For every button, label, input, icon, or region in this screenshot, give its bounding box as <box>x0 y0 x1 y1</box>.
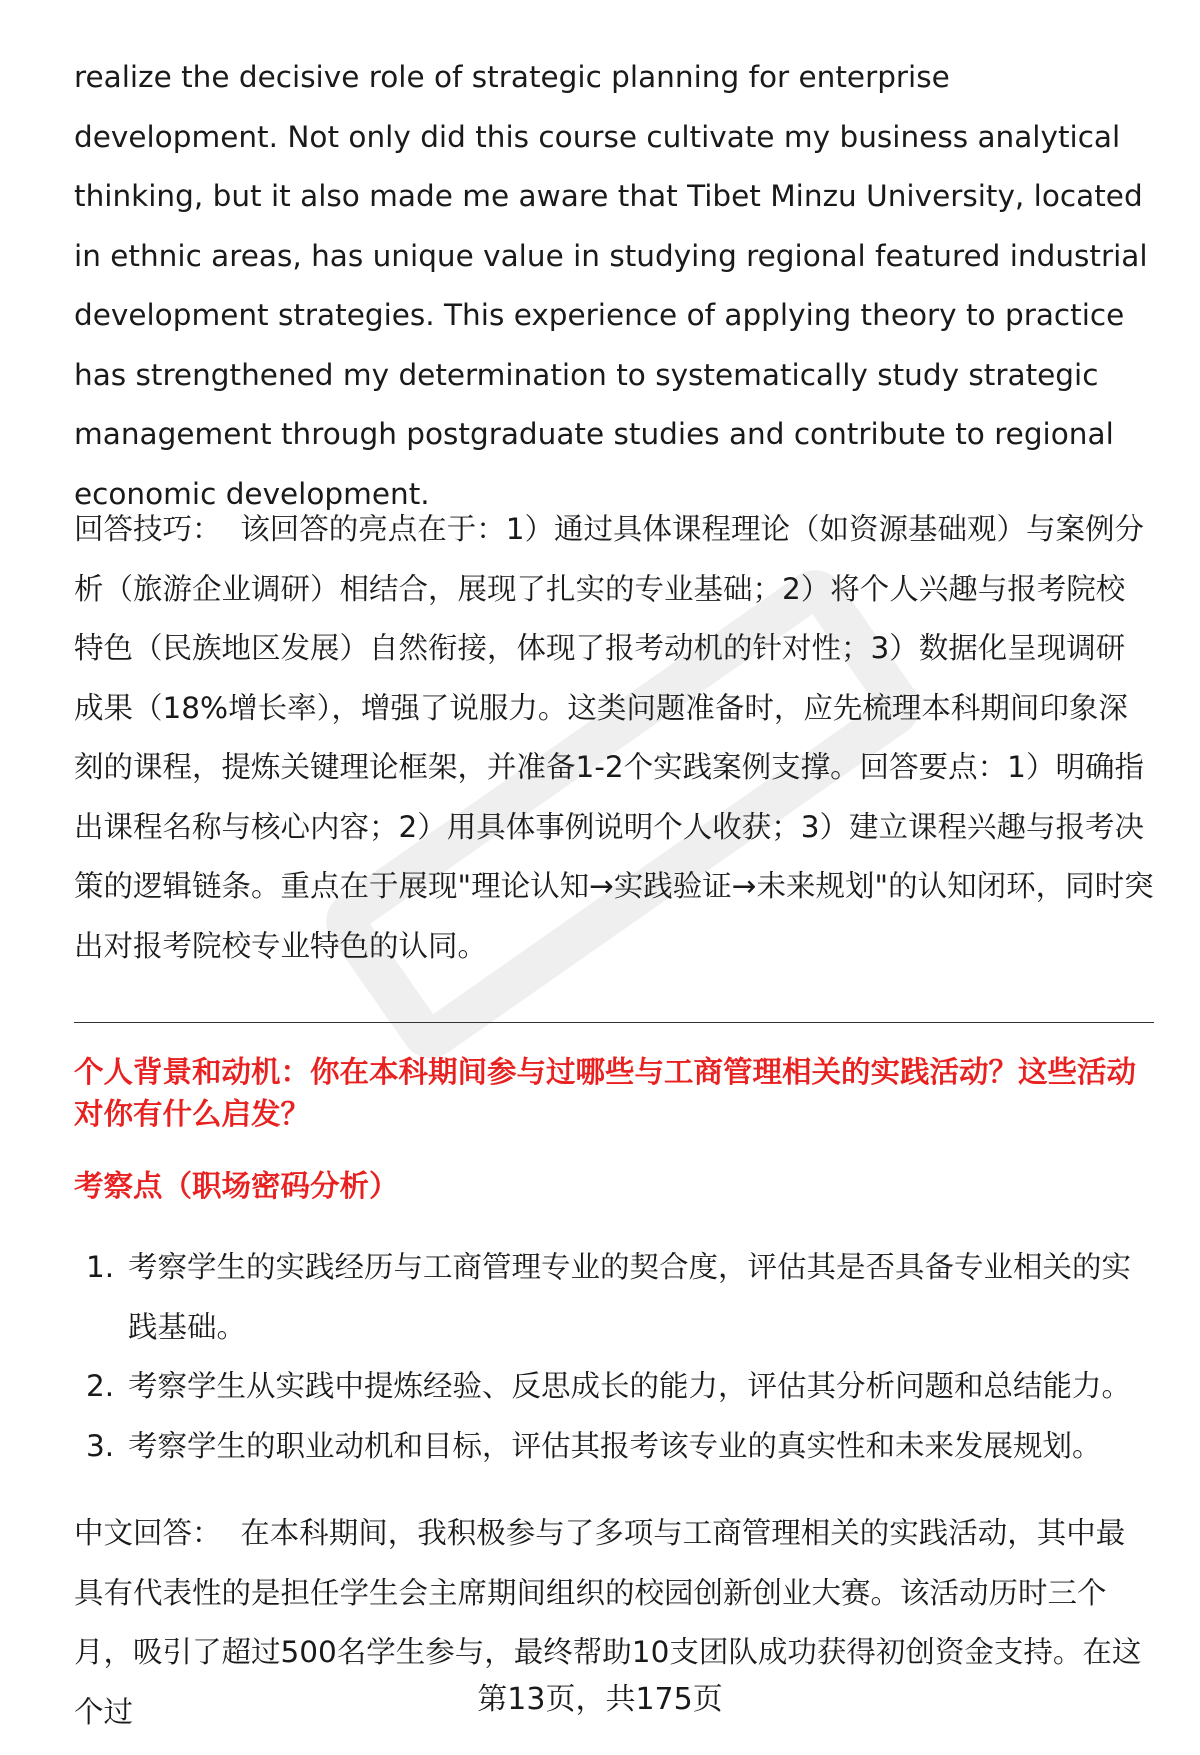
exam-points-heading: 考察点（职场密码分析） <box>74 1169 399 1203</box>
section-divider <box>74 1022 1154 1023</box>
page-indicator: 第13页，共175页 <box>477 1682 723 1717</box>
chinese-answer-text: 在本科期间，我积极参与了多项与工商管理相关的实践活动，其中最具有代表性的是担任学生会主席期间组织的校园创新创业大赛。该活动历时三个月，吸引了超过500名学生参与，最终帮助10支团队成功获得初创资金支持。在这个过 <box>74 1516 1142 1729</box>
list-number: 2. <box>86 1369 115 1403</box>
english-answer-paragraph: realize the decisive role of strategic planning for enterprise development. Not only did this course cultivate my business analytical thinking, but it also made me aware that Tibet Minzu University, located in ethnic areas, has unique value in studying regional featured industrial development strategies. This experience of applying theory to practice has strengthened my determination to systematically study strategic management through postgraduate studies and contribute to regional economic development. <box>74 60 1148 511</box>
exam-point-text: 考察学生的实践经历与工商管理专业的契合度，评估其是否具备专业相关的实践基础。 <box>128 1250 1132 1344</box>
exam-point-text: 考察学生的职业动机和目标，评估其报考该专业的真实性和未来发展规划。 <box>128 1428 1102 1463</box>
exam-points-list <box>74 1238 1154 1476</box>
interview-question-heading: 个人背景和动机：你在本科期间参与过哪些与工商管理相关的实践活动？这些活动对你有什么启发？ <box>74 1055 1137 1131</box>
exam-point-item <box>74 1417 1154 1477</box>
exam-point-text: 考察学生从实践中提炼经验、反思成长的能力，评估其分析问题和总结能力。 <box>128 1369 1132 1403</box>
answer-tips-label: 回答技巧： <box>74 512 222 546</box>
list-number: 3. <box>86 1428 115 1463</box>
chinese-answer-label: 中文回答： <box>74 1516 222 1550</box>
exam-point-item <box>74 1238 1154 1357</box>
answer-tips-paragraph <box>74 500 1154 976</box>
list-number: 1. <box>86 1250 115 1284</box>
exam-point-item <box>74 1357 1154 1417</box>
answer-tips-text: 该回答的亮点在于：1）通过具体课程理论（如资源基础观）与案例分析（旅游企业调研）相结合，展现了扎实的专业基础；2）将个人兴趣与报考院校特色（民族地区发展）自然衔接，体现了报考动机的针对性；3）数据化呈现调研成果（18%增长率），增强了说服力。这类问题准备时，应先梳理本科期间印象深刻的课程，提炼关键理论框架，并准备1-2个实践案例支撑。回答要点：1）明确指出课程名称与核心内容；2）用具体事例说明个人收获；3）建立课程兴趣与报考决策的逻辑链条。重点在于展现"理论认知→实践验证→未来规划"的认知闭环，同时突出对报考院校专业特色的认同。 <box>74 512 1154 963</box>
